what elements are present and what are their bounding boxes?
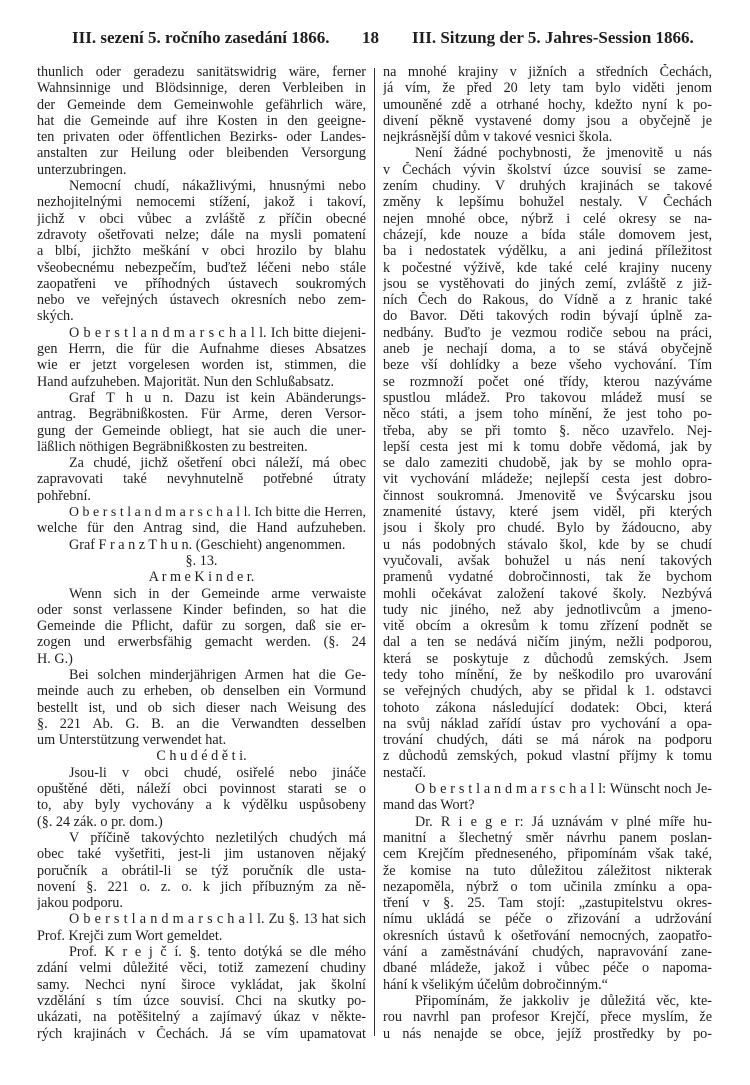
text-line: na mnohé krajiny v jižních a středních Čechách, — [383, 64, 712, 80]
text-line: jichž v obci vůbec a zvláště z příčin obecné — [37, 210, 366, 227]
text-line: antrag. Begräbnißkosten. Für Arme, deren Versor- — [37, 406, 366, 423]
text-line: v Čechách vývin školství úzce souvisí se zame- — [383, 161, 712, 178]
text-line: Za chudé, jichž ošetření obci náleží, má obec — [69, 455, 366, 472]
text-line: ba i nedostatek výdělku, a ani jediná příležitost — [383, 243, 712, 260]
text-line: ských. — [37, 308, 74, 325]
text-line: Gemeinde die Pflicht, dafür zu sorgen, daß sie er- — [37, 618, 366, 635]
right-column-text — [383, 64, 712, 1042]
text-line: poručník a obrátil-li se týž poručník dle usta- — [37, 862, 366, 879]
text-line: zogen und erwerbsfähig gemacht werden. (§. 24 — [37, 634, 366, 651]
text-line: zdravoty ošetřovati nelze; dále na mysli pomatení — [37, 226, 366, 243]
text-line: tření v §. 25. Tam stojí: „zastupitelstvu okres- — [383, 895, 712, 912]
text-line: k počestné výživě, kde také celé krajiny nuceny — [383, 259, 712, 276]
text-line: hání k všelikým účelům dobročinným.“ — [383, 976, 608, 993]
text-line: se dalo zameziti chudobě, jak by se mohlo opra- — [383, 455, 712, 472]
text-line: nímu ukládá se péče o zřizování a udržování — [383, 911, 712, 928]
text-line: bestellt ist, und ob sich dieser nach Weisung des — [37, 699, 366, 716]
text-line: hat die Gemeinde auf ihre Kosten in den geeigne- — [37, 112, 366, 129]
text-line: Není žádné pochybnosti, že jmenovitě u nás — [415, 145, 712, 162]
text-line: cem Krejčím předneseného, připomínám však také, — [383, 846, 712, 863]
text-line: Jsou-li v obci chudé, osiřelé nebo jináče — [69, 764, 366, 781]
section-heading: C h u d é d ě t i. — [156, 748, 247, 765]
text-line: něco státi, a jsem toho mínění, že jest toho po- — [383, 406, 712, 423]
text-line: nebo ve veřejných ústavech okresních nebo zem- — [37, 292, 366, 309]
text-line: aneb je nechají doma, a to se stává obyčejně — [383, 341, 712, 358]
column-divider — [374, 68, 375, 1036]
text-line: tudy nic jiného, než aby jednotlivcům a jmeno- — [383, 601, 712, 618]
text-line: O b e r s t l a n d m a r s c h a l l: Wünscht noch Je- — [415, 781, 712, 798]
text-line: spustlou mládež. Pro takovou mládež musí se — [383, 389, 712, 406]
text-line: Prof. Krejči zum Wort gemeldet. — [37, 927, 223, 944]
text-line: u nás nenajde se obce, jejíž prostředky by po- — [383, 1025, 712, 1042]
text-line: vzdělání s tím úzce souvisí. Chci na skutky po- — [37, 992, 366, 1009]
czech-running-header: III. sezení 5. ročního zasedání 1866. — [72, 28, 330, 47]
section-heading: A r m e K i n d e r. — [148, 569, 255, 586]
text-line: cházejí, kde nouze a bída stále domovem jest, — [383, 226, 712, 243]
page-number: 18 — [362, 28, 379, 47]
text-line: vání a zaměstnávání chudých, napravování zane- — [383, 944, 712, 961]
text-line: zdání velmi důležité věci, totiž zamezení chudiny — [37, 960, 366, 977]
text-line: třeba, aby se při tomto §. něco uzavřelo. Nej- — [383, 422, 712, 439]
text-line: §. 221 Ab. G. B. an die Verwandten desselben — [37, 715, 366, 732]
text-line: u nás podobných stávalo škol, kde by se chudí — [383, 536, 712, 553]
text-line: Wenn sich in der Gemeinde arme verwaiste — [69, 585, 366, 602]
text-line: vit vychování mládeže; nejlepší cesta jest dobro- — [383, 471, 712, 488]
text-line: tohoto zákona následující dodatek: Obci, která — [383, 699, 712, 716]
text-line: že komise na tuto důležitou záležitost nikterak — [383, 862, 712, 879]
text-line: nezapoměla, nýbrž o tom učinila zmínku a opa- — [383, 878, 712, 895]
text-line: H. G.) — [37, 650, 73, 667]
text-line: manitní a šlechetný směr návrhu panem poslan- — [383, 829, 712, 846]
text-line: nestačí. — [383, 764, 426, 781]
text-line: novení §. 221 o. z. o. k jich příbuzným za ně- — [37, 878, 366, 895]
text-line: V příčině takovýchto nezletilých chudých má — [69, 829, 366, 846]
text-line: to, aby byly vychovány a k výdělku uspůsobeny — [37, 797, 366, 814]
text-line: která se poskytuje z důchodů zemských. Jsem — [383, 650, 712, 667]
text-line: nedbány. Buďto je vezmou rodiče sebou na práci, — [383, 324, 712, 341]
text-line: rou navrhl pan profesor Krejčí, přece myslím, že — [383, 1009, 712, 1026]
text-line: Dr. R i e g e r: Já uznávám v plné míře hu- — [415, 813, 712, 830]
left-column-text — [37, 64, 366, 1042]
text-line: ních Čech do Rakous, do Vídně a z hranic také — [383, 292, 712, 309]
text-line: všeobecnému nebezpečím, buďtež léčeni nebo stále — [37, 259, 366, 276]
text-line: tedy toho mínění, že by neškodilo pro uvarování — [383, 666, 712, 683]
text-line: Bei solchen minderjährigen Armen hat die Ge- — [69, 666, 366, 683]
text-line: jakou podporu. — [37, 895, 123, 912]
text-line: pramenů vydatné dobročinnosti, tak že bychom — [383, 569, 712, 586]
text-line: jsou i školy pro chudé. Bylo by žádoucno, aby — [383, 520, 712, 537]
text-line: um Unterstützung verwendet hat. — [37, 732, 227, 749]
text-line: mand das Wort? — [383, 797, 475, 814]
text-line: divení pěkně vystavené domy jsou a obyčejně je — [383, 112, 712, 129]
text-line: O b e r s t l a n d m a r s c h a l l. Ich bitte die Herren, — [69, 504, 366, 520]
text-line: obec také vyšetřiti, jest-li jim ustanoven nějaký — [37, 846, 366, 863]
text-line: welche für den Antrag sind, die Hand aufzuheben. — [37, 520, 366, 537]
text-line: samy. Nechci nyní široce vykládat, jak školní — [37, 976, 366, 993]
text-line: mohli očekávat založení takové školy. Nezbývá — [383, 585, 712, 602]
text-line: ten privaten oder öffentlichen Bezirks- oder Landes- — [37, 129, 366, 146]
text-line: trování chudých, dáti se má nárok na podporu — [383, 732, 712, 749]
text-line: okresních ústavů k ošetřování nemocných, zaopatřo- — [383, 927, 712, 944]
text-line: O b e r s t l a n d m a r s c h a l l. Zu §. 13 hat sich — [69, 911, 366, 928]
text-line: pohřební. — [37, 487, 91, 504]
text-line: thunlich oder geradezu sanitätswidrig wäre, ferner — [37, 64, 366, 80]
text-line: Graf F r a n z T h u n. (Geschieht) angenommen. — [69, 536, 346, 553]
german-running-header: III. Sitzung der 5. Jahres-Session 1866. — [412, 28, 694, 47]
text-line: opuštěné děti, náleží obci povinnost starati se o — [37, 781, 366, 798]
text-line: vyučovali, avšak bohužel u nás není takových — [383, 552, 712, 569]
text-line: já vím, že před 20 lety tam bylo viděti jenom — [383, 80, 712, 97]
text-line: Nemocní chudí, nákažlivými, hnusnými nebo — [69, 178, 366, 195]
text-line: znamenité ústavy, které jsem viděl, při kterých — [383, 504, 712, 521]
text-line: dal a ten se nedává ničím jiným, nežli podporou, — [383, 634, 712, 651]
text-line: der Gemeinde dem Gemeinwohle gefährlich wäre, — [37, 96, 366, 113]
text-line: gung der Gemeinde obliegt, hat sie auch die uner- — [37, 422, 366, 439]
text-line: zapravovati také nevyhnutelně potřebné útraty — [37, 471, 366, 488]
text-line: beze vší dohlídky a beze všeho vychování. Tím — [383, 357, 712, 374]
text-line: lepší cesta jest mi k tomu dobře vědomá, jak by — [383, 438, 712, 455]
text-line: anstalten zur Heilung oder bleibenden Versorgung — [37, 145, 366, 162]
text-line: do Bavor. Děti takových rodin bývají úplně za- — [383, 308, 712, 325]
text-line: ukázati, na potěšitelný a zajímavý úkaz v někte- — [37, 1009, 366, 1026]
text-line: rých krajinách v Čechách. Já se vím upamatovat — [37, 1025, 366, 1042]
text-line: dbané mládeže, jakož i vůbec péče o napoma- — [383, 960, 712, 977]
text-line: wie er jetzt vorgelesen worden ist, stimmen, die — [37, 357, 366, 374]
text-line: nejen mnohé obce, nýbrž i celé okresy se na- — [383, 210, 712, 227]
text-line: nezhojitelnými nemocemi stížení, jakož i takoví, — [37, 194, 366, 211]
text-line: Wahnsinnige und Blödsinnige, deren Verbleiben in — [37, 80, 366, 97]
text-line: Prof. K r e j č í. §. tento dotýká se dle mého — [69, 944, 366, 961]
section-heading: §. 13. — [185, 552, 218, 569]
text-line: (§. 24 zák. o pr. dom.) — [37, 813, 163, 830]
text-line: jsou se vystěhovati do jiných zemí, zvláště z již- — [383, 275, 712, 292]
text-line: Připomínám, že jakkoliv je důležitá věc, kte- — [415, 992, 712, 1009]
text-line: a blbí, jichžto meškání v obci hrozilo by blahu — [37, 243, 366, 260]
text-line: O b e r s t l a n d m a r s c h a l l. Ich bitte diejeni- — [69, 324, 366, 341]
text-line: meinde auch zu erheben, ob denselben ein Vormund — [37, 683, 366, 700]
text-line: se veřejných chudých, aby se přidal k 1. odstavci — [383, 683, 712, 700]
text-line: Graf T h u n. Dazu ist kein Abänderungs- — [69, 389, 366, 406]
text-line: se rozmnoží počet oné třídy, kterou nazýváme — [383, 373, 712, 390]
text-line: nejkrásnější dům v takové vesnici škola. — [383, 129, 613, 146]
text-line: Hand aufzuheben. Majorität. Nun den Schlußabsatz. — [37, 373, 335, 390]
text-line: umouněné zdě a otrhané hochy, kdežto nyní k po- — [383, 96, 712, 113]
text-line: gen Herrn, die für die Aufnahme dieses Absatzes — [37, 341, 366, 358]
text-line: činnost soukromná. Jmenovitě ve Švýcarsku jsou — [383, 487, 712, 504]
text-line: unterzubringen. — [37, 161, 127, 178]
text-line: oder sonst verlassene Kinder befinden, so hat die — [37, 601, 366, 618]
text-line: změny k lepšímu bohužel nestaly. V Čechách — [383, 194, 712, 211]
text-line: läßlich nöthigen Begräbnißkosten zu bestreiten. — [37, 438, 308, 455]
text-line: na svůj náklad zařídí ústav pro vychování a opa- — [383, 715, 712, 732]
text-line: zaopatřeni ve příhodných ústavech soukromých — [37, 275, 366, 292]
text-line: vitě obcím a okresům k tomu zřízení podnět se — [383, 618, 712, 635]
text-line: z důchodů zemských, pokud vlastní příjmy k tomu — [383, 748, 712, 765]
text-line: zením chudiny. V druhých krajinách se takové — [383, 178, 712, 195]
